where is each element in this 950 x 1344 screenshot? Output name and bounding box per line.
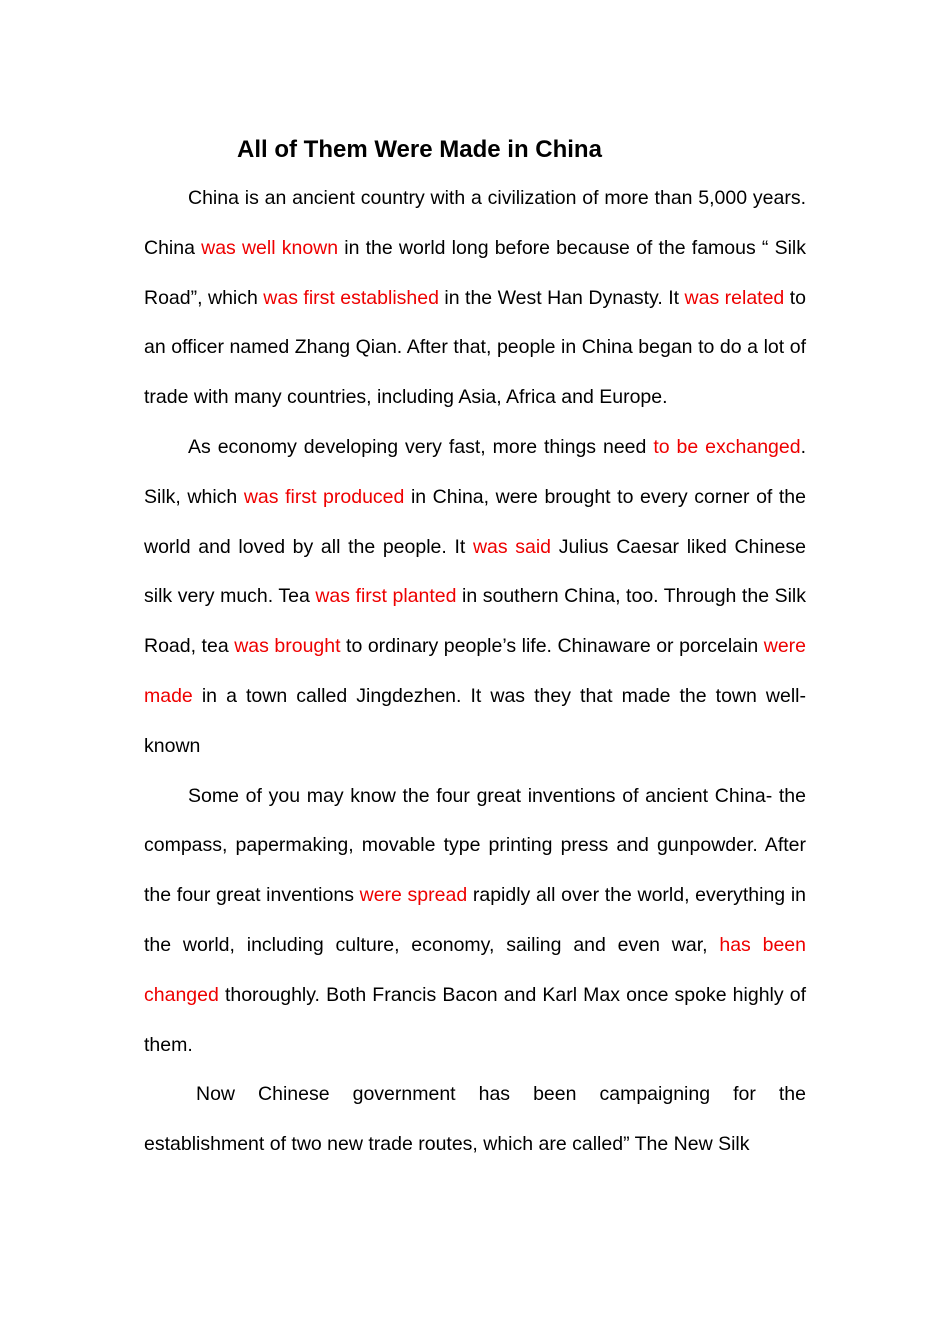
paragraph — [144, 423, 806, 772]
text-run: As economy developing very fast, more things need — [188, 435, 654, 458]
text-run: in the world long before because of the famous “ Silk Road”, which — [144, 236, 806, 309]
highlighted-phrase: was first established — [263, 286, 439, 309]
text-run: in China, were brought to every corner of the world and loved by all the people. It — [144, 485, 807, 558]
highlighted-phrase: was related — [684, 286, 785, 309]
highlighted-phrase: to be exchanged — [653, 435, 801, 458]
text-run: in a town called Jingdezhen. It was they that made the town well-known — [144, 684, 806, 757]
highlighted-phrase: was first produced — [243, 485, 405, 508]
document-title: All of Them Were Made in China — [237, 136, 602, 163]
highlighted-phrase: was first planted — [315, 585, 457, 608]
highlighted-phrase: was well known — [201, 236, 339, 259]
text-run: in the West Han Dynasty. It — [438, 286, 685, 309]
text-run: to ordinary people’s life. Chinaware or porcelain — [340, 635, 764, 658]
text-run: rapidly all over the world, everything in the world, including culture, economy, sailing and even war, — [144, 884, 806, 956]
highlighted-phrase: was said — [472, 535, 552, 558]
text-run: to an officer named Zhang Qian. After that, people in China began to do a lot of trade with many countries, including Asia, Africa and Europe. — [144, 286, 807, 409]
paragraph — [144, 772, 806, 1071]
paragraph — [144, 1070, 806, 1170]
text-run: . Silk, which — [144, 435, 806, 508]
highlighted-phrase: were made — [144, 635, 807, 707]
highlighted-phrase: has been changed — [144, 933, 806, 1006]
text-run: China is an ancient country with a civilization of more than 5,000 years. China — [144, 187, 806, 259]
text-run: thoroughly. Both Francis Bacon and Karl Max once spoke highly of them. — [144, 983, 806, 1056]
highlighted-phrase: was brought — [234, 635, 341, 658]
text-run: Julius Caesar liked Chinese silk very much. Tea — [144, 535, 806, 608]
text-run: Some of you may know the four great inventions of ancient China- the compass, papermaking, movable type printing press and gunpowder. After the four great inventions — [144, 784, 806, 907]
text-run: Now Chinese government has been campaigning for the establishment of two new trade routes, which are called” The New Silk — [144, 1083, 806, 1156]
highlighted-phrase: were spread — [359, 884, 468, 907]
paragraph — [144, 174, 806, 423]
text-run: in southern China, too. Through the Silk Road, tea — [144, 585, 806, 658]
document-body — [144, 174, 806, 1170]
